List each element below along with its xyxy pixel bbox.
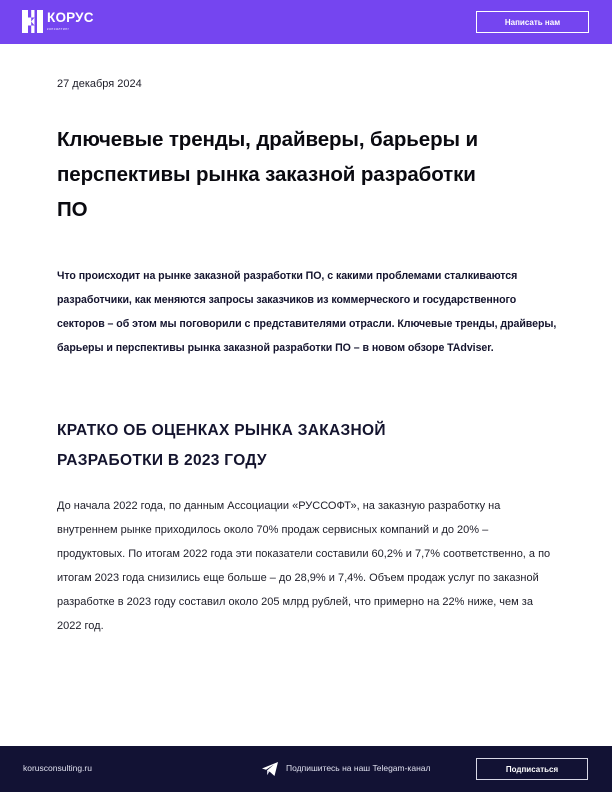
article-lead: Что происходит на рынке заказной разработки ПО, с какими проблемами сталкиваются разработчики, как меняются запросы заказчиков из коммерческого и государственного секторов – об этом мы поговорили с представителями отрасли. Ключевые тренды, драйверы, барьеры и перспективы рынка заказной разработки ПО – в новом обзоре TAdviser.: [57, 270, 557, 354]
section-heading: КРАТКО ОБ ОЦЕНКАХ РЫНКА ЗАКАЗНОЙ РАЗРАБОТКИ В 2023 ГОДУ: [57, 422, 386, 469]
logo[interactable]: [22, 10, 94, 33]
korus-logo-icon: [22, 10, 43, 33]
section-paragraph: До начала 2022 года, по данным Ассоциации «РУССОФТ», на заказную разработку на внутреннем рынке приходилось около 70% продаж сервисных компаний и до 20% – продуктовых. По итогам 2022 года эти показатели составили 60,2% и 7,7% соответственно, а по итогам 2023 года снизились еще больше – до 28,9% и 7,4%. Объем продаж услуг по заказной разработке в 2023 году составил около 205 млрд рублей, что примерно на 22% ниже, чем за 2022 год.: [57, 500, 551, 632]
footer: [0, 746, 612, 792]
article-date: 27 декабря 2024: [57, 78, 142, 90]
article-title: Ключевые тренды, драйверы, барьеры и перспективы рынка заказной разработки ПО: [57, 128, 479, 221]
logo-name: КОРУС: [47, 10, 94, 25]
telegram-cta-text: Подпишитесь на наш Telegam-канал: [286, 763, 431, 773]
contact-us-button[interactable]: Написать нам: [476, 11, 589, 33]
telegram-icon: [262, 762, 278, 776]
logo-text: [47, 10, 94, 32]
subscribe-button[interactable]: Подписаться: [476, 758, 588, 780]
header: [0, 0, 612, 44]
footer-site-link[interactable]: korusconsulting.ru: [23, 763, 92, 773]
logo-subtitle: консалтинг: [47, 27, 70, 31]
